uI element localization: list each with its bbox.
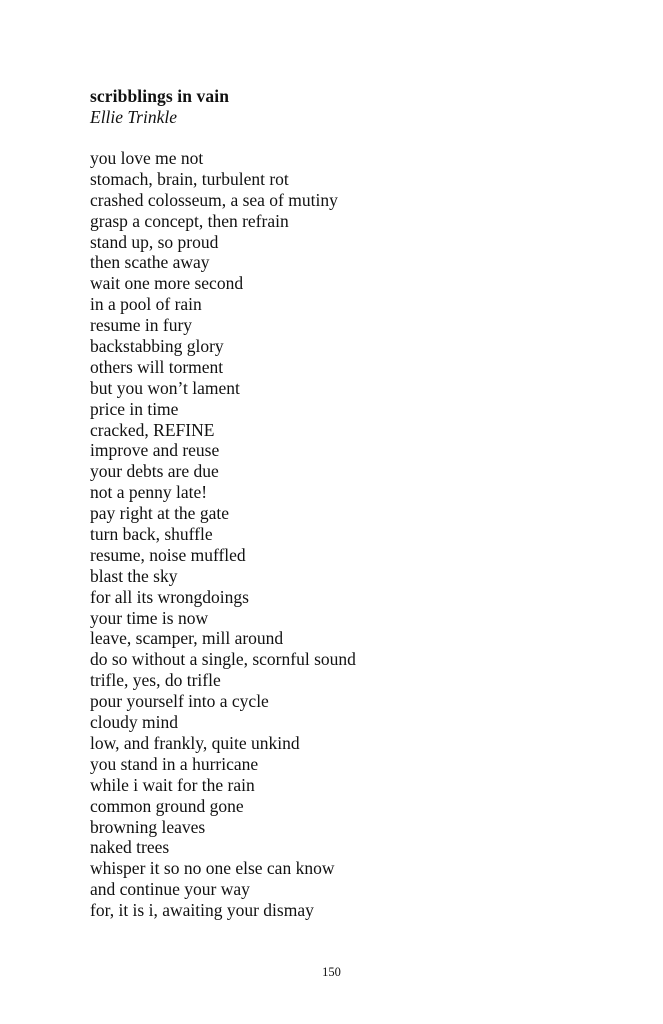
poem-line: but you won’t lament xyxy=(90,377,240,398)
poem-line: cloudy mind xyxy=(90,712,178,733)
poem-line: browning leaves xyxy=(90,816,206,837)
poem-line: turn back, shuffle xyxy=(90,524,213,545)
poem-lines xyxy=(90,148,610,921)
poem-line: price in time xyxy=(90,398,179,419)
poem-line: leave, scamper, mill around xyxy=(90,628,284,649)
poem-line: trifle, yes, do trifle xyxy=(90,670,221,691)
poem-line: while i wait for the rain xyxy=(90,774,255,795)
poem-line: resume, noise muffled xyxy=(90,544,246,565)
poem-line: then scathe away xyxy=(90,252,210,273)
poem-line: do so without a single, scornful sound xyxy=(90,649,356,670)
poem-line: low, and frankly, quite unkind xyxy=(90,732,300,753)
poem-line: your time is now xyxy=(90,607,209,628)
poem-line: you love me not xyxy=(90,148,204,168)
poem-line: in a pool of rain xyxy=(90,294,202,315)
poem-author: Ellie Trinkle xyxy=(90,107,178,127)
poem-line: you stand in a hurricane xyxy=(90,753,259,774)
poem-line: for all its wrongdoings xyxy=(90,586,249,607)
poem-line: blast the sky xyxy=(90,565,178,586)
poem-line: grasp a concept, then refrain xyxy=(90,210,289,231)
poem-line: for, it is i, awaiting your dismay xyxy=(90,900,314,921)
poem-line: and continue your way xyxy=(90,879,250,900)
poem-line: common ground gone xyxy=(90,795,244,816)
page-number: 150 xyxy=(322,965,341,979)
poem-line: not a penny late! xyxy=(90,482,208,503)
poem-line: wait one more second xyxy=(90,273,244,294)
poem-line: naked trees xyxy=(90,837,170,858)
poem-title: scribblings in vain xyxy=(90,86,230,106)
poem-line: whisper it so no one else can know xyxy=(90,858,335,879)
poem-line: cracked, REFINE xyxy=(90,419,215,440)
poem-line: crashed colosseum, a sea of mutiny xyxy=(90,189,338,210)
poem-line: your debts are due xyxy=(90,461,219,482)
poem-line: improve and reuse xyxy=(90,440,220,461)
poem-line: stomach, brain, turbulent rot xyxy=(90,168,289,189)
poem xyxy=(90,86,610,921)
poem-line: stand up, so proud xyxy=(90,231,219,252)
poem-line: backstabbing glory xyxy=(90,336,224,357)
poem-line: pay right at the gate xyxy=(90,503,229,524)
poem-line: others will torment xyxy=(90,356,224,377)
poem-line: pour yourself into a cycle xyxy=(90,691,269,712)
poem-line: resume in fury xyxy=(90,315,193,336)
